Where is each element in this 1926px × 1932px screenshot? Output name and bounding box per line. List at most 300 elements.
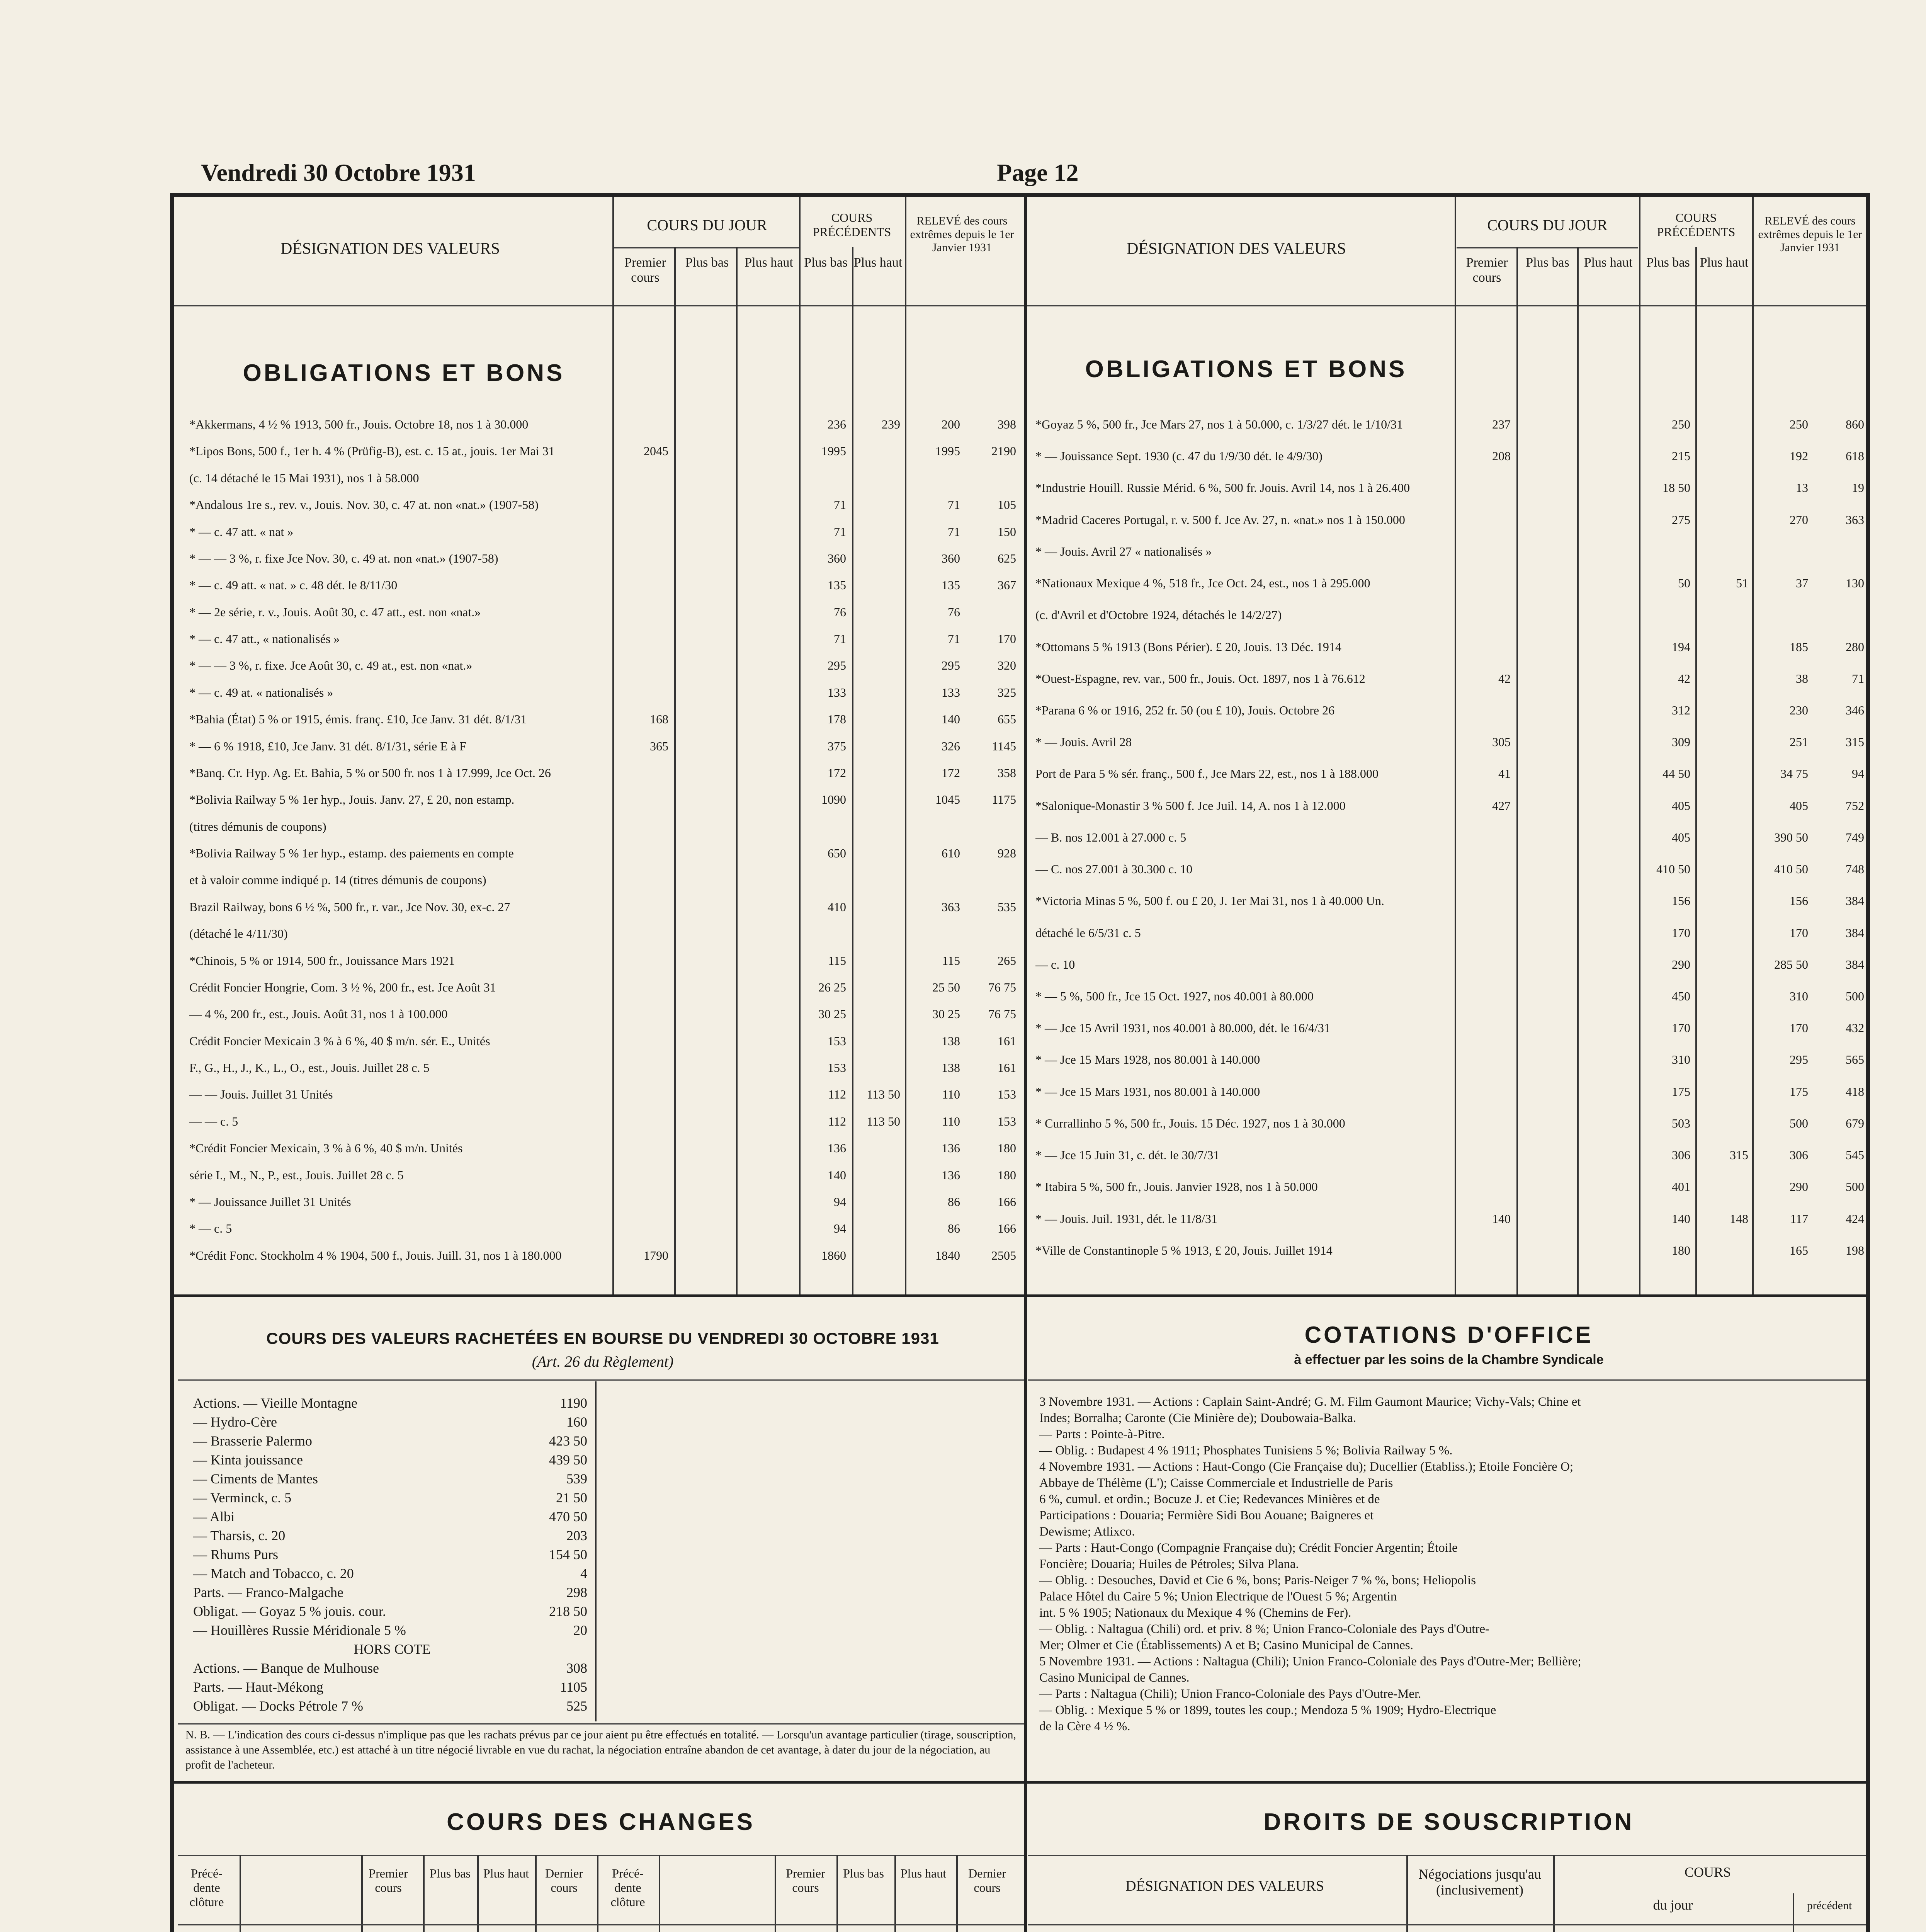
changes-col-rule <box>361 1855 363 1932</box>
obligation-r1: 13 <box>1796 481 1808 495</box>
rachetee-label: — Hydro-Cère <box>193 1414 277 1430</box>
obligation-prec1: 1090 <box>821 793 846 807</box>
cotation-line: Indes; Borralha; Caronte (Cie Minière de); Doubowaia-Balka. <box>1039 1411 1357 1425</box>
rachetee-label: — Brasserie Palermo <box>193 1433 312 1449</box>
obligation-r2: 166 <box>998 1221 1016 1236</box>
obligation-r2: 153 <box>998 1114 1016 1128</box>
droits-precedent: précédent <box>1807 1899 1852 1912</box>
obligation-r1: 86 <box>948 1194 960 1209</box>
obligation-label: * — c. 47 att. « nat » <box>189 524 294 539</box>
obligation-r1: 136 <box>942 1141 960 1155</box>
obligation-prec1: 71 <box>834 498 846 512</box>
rachetee-value: 439 50 <box>549 1452 587 1468</box>
obligation-r1: 86 <box>948 1221 960 1236</box>
obligation-label: * — Jce 15 Avril 1931, nos 40.001 à 80.000, dét. le 16/4/31 <box>1035 1021 1330 1035</box>
cotation-line: — Oblig. : Naltagua (Chili) ord. et priv. 8 %; Union Franco-Coloniale des Pays d'Outre- <box>1039 1622 1490 1636</box>
obligation-r2: 1145 <box>992 739 1016 753</box>
left-releve: RELEVÉ des cours extrêmes depuis le 1er Janvier 1931 <box>910 214 1014 254</box>
changes-col-rule <box>956 1855 958 1932</box>
obligation-r1: 295 <box>1790 1053 1808 1067</box>
obligation-prec1: 71 <box>834 524 846 539</box>
rachetee-value: 154 50 <box>549 1547 587 1562</box>
rachetee-value: 1105 <box>560 1679 587 1695</box>
rachetee-label: — Tharsis, c. 20 <box>193 1528 286 1543</box>
obligation-prec1: 215 <box>1672 449 1690 463</box>
obligation-prec1: 172 <box>828 765 846 780</box>
obligation-r2: 384 <box>1846 894 1864 908</box>
rachetee-value: 423 50 <box>549 1433 587 1449</box>
obligation-label: *Ville de Constantinople 5 % 1913, £ 20, Jouis. Juillet 1914 <box>1035 1243 1333 1257</box>
right-plus-bas: Plus bas <box>1526 255 1569 270</box>
rachetee-label: Obligat. — Goyaz 5 % jouis. cour. <box>193 1604 386 1619</box>
obligation-prec2: 239 <box>882 417 900 431</box>
obligation-r2: 752 <box>1846 798 1864 813</box>
obligation-r2: 161 <box>998 1034 1016 1048</box>
obligation-prec1: 295 <box>828 658 846 673</box>
obligation-r2: 679 <box>1846 1116 1864 1130</box>
obligation-prec1: 375 <box>828 739 846 753</box>
obligation-r1: 30 25 <box>932 1007 960 1021</box>
obligation-r1: 135 <box>942 578 960 592</box>
obligation-label: — 4 %, 200 fr., est., Jouis. Août 31, nos 1 à 100.000 <box>189 1007 448 1021</box>
left-section-title: OBLIGATIONS ET BONS <box>243 360 565 386</box>
obligation-label: *Bolivia Railway 5 % 1er hyp., estamp. des paiements en compte <box>189 846 514 860</box>
obligation-prec1: 1995 <box>821 444 846 458</box>
left-cours-prec: COURS PRÉCÉDENTS <box>813 211 891 239</box>
page-number: Page 12 <box>997 159 1079 186</box>
right-releve: RELEVÉ des cours extrêmes depuis le 1er Janvier 1931 <box>1758 214 1862 254</box>
obligation-r1: 1995 <box>935 444 960 458</box>
rachetee-label: — Match and Tobacco, c. 20 <box>193 1566 354 1581</box>
rachetee-label: — Houillères Russie Méridionale 5 % <box>193 1622 406 1638</box>
obligation-label: série I., M., N., P., est., Jouis. Juillet 28 c. 5 <box>189 1168 404 1182</box>
cotation-line: — Oblig. : Desouches, David et Cie 6 %, bons; Paris-Neiger 7 % %, bons; Heliopolis <box>1039 1573 1476 1587</box>
obligation-label: * — Jouis. Avril 27 « nationalisés » <box>1035 544 1212 558</box>
obligation-label: * Currallinho 5 %, 500 fr., Jouis. 15 Déc. 1927, nos 1 à 30.000 <box>1035 1116 1345 1130</box>
obligation-r1: 172 <box>942 765 960 780</box>
obligation-label: Port de Para 5 % sér. franç., 500 f., Jce Mars 22, est., nos 1 à 188.000 <box>1035 767 1379 781</box>
obligation-label: Brazil Railway, bons 6 ½ %, 500 fr., r. var., Jce Nov. 30, ex-c. 27 <box>189 900 510 914</box>
obligation-r2: 161 <box>998 1061 1016 1075</box>
obligation-r1: 360 <box>942 551 960 565</box>
obligation-prec1: 76 <box>834 605 846 619</box>
obligation-r2: 432 <box>1846 1021 1864 1035</box>
obligation-prec1: 275 <box>1672 512 1690 527</box>
rachetee-value: 21 50 <box>556 1490 587 1505</box>
obligation-r2: 315 <box>1846 735 1864 749</box>
obligation-r1: 156 <box>1790 894 1808 908</box>
obligation-r1: 326 <box>942 739 960 753</box>
changes-col-rule <box>894 1855 896 1932</box>
cotation-line: int. 5 % 1905; Nationaux du Mexique 4 % (Chemins de Fer). <box>1039 1606 1351 1620</box>
obligation-r1: 185 <box>1790 639 1808 654</box>
rachetee-value: 525 <box>566 1698 587 1714</box>
obligation-r1: 34 75 <box>1780 767 1808 781</box>
obligation-label: — — c. 5 <box>189 1114 238 1128</box>
obligation-r1: 38 <box>1796 671 1808 685</box>
obligation-label: *Banq. Cr. Hyp. Ag. Et. Bahia, 5 % or 500 fr. nos 1 à 17.999, Jce Oct. 26 <box>189 765 551 780</box>
obligation-label: — — Jouis. Juillet 31 Unités <box>189 1087 333 1102</box>
obligation-prec1: 503 <box>1672 1116 1690 1130</box>
cotation-line: Mer; Olmer et Cie (Établissements) A et B; Casino Municipal de Cannes. <box>1039 1638 1413 1652</box>
obligation-prec1: 360 <box>828 551 846 565</box>
rachetee-label: Actions. — Banque de Mulhouse <box>193 1660 379 1676</box>
droits-title: DROITS DE SOUSCRIPTION <box>1263 1809 1634 1835</box>
cotation-line: 4 Novembre 1931. — Actions : Haut-Congo (Cie Française du); Ducellier (Etabliss.); Etoile Foncière O; <box>1039 1460 1574 1474</box>
right-designation-header: DÉSIGNATION DES VALEURS <box>1127 240 1346 258</box>
obligation-premier: 2045 <box>644 444 668 458</box>
obligation-r2: 105 <box>998 498 1016 512</box>
obligation-r1: 410 50 <box>1774 862 1808 876</box>
cotations-title: COTATIONS D'OFFICE <box>1304 1322 1593 1348</box>
obligation-r1: 71 <box>948 498 960 512</box>
obligation-label: *Akkermans, 4 ½ % 1913, 500 fr., Jouis. Octobre 18, nos 1 à 30.000 <box>189 417 529 431</box>
obligation-r2: 358 <box>998 765 1016 780</box>
obligation-prec1: 309 <box>1672 735 1690 749</box>
obligation-r2: 180 <box>998 1141 1016 1155</box>
obligation-label: * — Jouis. Avril 28 <box>1035 735 1132 749</box>
hors-cote-heading: HORS COTE <box>354 1641 431 1657</box>
cotation-line: Participations : Douaria; Fermière Sidi Bou Aouane; Baigneres et <box>1039 1509 1374 1522</box>
droits-du-jour: du jour <box>1653 1897 1693 1913</box>
obligation-label: * — 2e série, r. v., Jouis. Août 30, c. 47 att., est. non «nat.» <box>189 605 481 619</box>
cotation-line: — Oblig. : Mexique 5 % or 1899, toutes les coup.; Mendoza 5 % 1909; Hydro-Electrique <box>1039 1703 1496 1717</box>
changes-head-bas: Plus bas <box>843 1866 884 1880</box>
obligation-label: * — c. 49 at. « nationalisés » <box>189 685 333 699</box>
obligation-r1: 25 50 <box>932 980 960 994</box>
changes-col-rule <box>775 1855 776 1932</box>
obligation-prec2: 113 50 <box>867 1114 900 1128</box>
obligation-label: *Ouest-Espagne, rev. var., 500 fr., Jouis. Oct. 1897, nos 1 à 76.612 <box>1035 671 1365 685</box>
obligation-label: * — 5 %, 500 fr., Jce 15 Oct. 1927, nos 40.001 à 80.000 <box>1035 989 1314 1003</box>
obligation-r1: 390 50 <box>1774 830 1808 844</box>
obligation-r2: 180 <box>998 1168 1016 1182</box>
obligation-r1: 1840 <box>935 1248 960 1262</box>
obligation-prec1: 112 <box>828 1087 846 1102</box>
obligation-premier: 237 <box>1492 417 1511 431</box>
obligation-label: * — c. 49 att. « nat. » c. 48 dét. le 8/11/30 <box>189 578 398 592</box>
obligation-prec1: 405 <box>1672 798 1690 813</box>
cotation-line: Palace Hôtel du Caire 5 %; Union Electrique de l'Ouest 5 %; Argentin <box>1039 1590 1397 1604</box>
obligation-r2: 19 <box>1852 481 1864 495</box>
obligation-r1: 250 <box>1790 417 1808 431</box>
obligation-r2: 928 <box>998 846 1016 860</box>
rachetee-label: — Albi <box>193 1509 235 1524</box>
obligation-label: *Madrid Caceres Portugal, r. v. 500 f. Jce Av. 27, n. «nat.» nos 1 à 150.000 <box>1035 512 1405 527</box>
obligation-r1: 170 <box>1790 925 1808 940</box>
obligation-r1: 76 <box>948 605 960 619</box>
obligation-r2: 71 <box>1852 671 1864 685</box>
obligation-r1: 290 <box>1790 1180 1808 1194</box>
obligation-label: * — Jouissance Sept. 1930 (c. 47 du 1/9/30 dét. le 4/9/30) <box>1035 449 1323 463</box>
changes-head-prec: Précé-dente clôture <box>610 1866 645 1909</box>
obligation-prec1: 136 <box>828 1141 846 1155</box>
obligation-r1: 610 <box>942 846 960 860</box>
cotation-line: 6 %, cumul. et ordin.; Bocuze J. et Cie; Redevances Minières et de <box>1039 1492 1380 1506</box>
obligation-label: *Bolivia Railway 5 % 1er hyp., Jouis. Janv. 27, £ 20, non estamp. <box>189 793 515 807</box>
obligation-premier: 1790 <box>644 1248 668 1262</box>
obligation-r2: 166 <box>998 1194 1016 1209</box>
obligation-premier: 305 <box>1492 735 1511 749</box>
obligation-prec1: 170 <box>1672 925 1690 940</box>
obligation-label: * — 6 % 1918, £10, Jce Janv. 31 dét. 8/1/31, série E à F <box>189 739 466 753</box>
obligation-r1: 71 <box>948 524 960 539</box>
obligation-r1: 230 <box>1790 703 1808 717</box>
obligation-r2: 363 <box>1846 512 1864 527</box>
obligation-prec1: 18 50 <box>1663 481 1690 495</box>
obligation-r2: 153 <box>998 1087 1016 1102</box>
rachetees-note: N. B. — L'indication des cours ci-dessus n'implique pas que les rachats prévus par ce jour aient pu être effectués en totalité. — Lorsqu'un avantage particulier (tirage, souscription, assistance à une Assemblée, etc.) est attaché à un titre négocié livrable en vue du rachat, la négociation entraîne abandon de cet avantage, à dater du jour de la négociation, au profit de l'acheteur. <box>185 1728 1016 1771</box>
obligation-prec2: 148 <box>1730 1211 1748 1226</box>
obligation-prec1: 650 <box>828 846 846 860</box>
obligation-r2: 618 <box>1846 449 1864 463</box>
obligation-prec2: 315 <box>1730 1148 1748 1162</box>
obligation-r2: 346 <box>1846 703 1864 717</box>
rachetee-label: — Verminck, c. 5 <box>193 1490 292 1505</box>
rachetee-value: 160 <box>566 1414 587 1430</box>
obligation-r1: 138 <box>942 1061 960 1075</box>
cotation-line: — Parts : Naltagua (Chili); Union Franco-Coloniale des Pays d'Outre-Mer. <box>1039 1687 1421 1701</box>
obligation-prec1: 133 <box>828 685 846 699</box>
obligation-label: * Itabira 5 %, 500 fr., Jouis. Janvier 1928, nos 1 à 50.000 <box>1035 1180 1318 1194</box>
obligation-r2: 1175 <box>992 793 1016 807</box>
obligation-r2: 2190 <box>991 444 1016 458</box>
obligation-r2: 500 <box>1846 989 1864 1003</box>
obligation-r2: 170 <box>998 632 1016 646</box>
obligation-prec2: 51 <box>1736 576 1748 590</box>
obligation-label: *Industrie Houill. Russie Mérid. 6 %, 500 fr. Jouis. Avril 14, nos 1 à 26.400 <box>1035 481 1410 495</box>
obligation-label: *Ottomans 5 % 1913 (Bons Périer). £ 20, Jouis. 13 Déc. 1914 <box>1035 639 1341 654</box>
right-cours-du-jour: COURS DU JOUR <box>1487 216 1608 234</box>
obligation-r1: 295 <box>942 658 960 673</box>
rachetee-label: Obligat. — Docks Pétrole 7 % <box>193 1698 363 1714</box>
cotation-line: Dewisme; Atlixco. <box>1039 1525 1135 1539</box>
cotation-line: — Oblig. : Budapest 4 % 1911; Phosphates Tunisiens 5 %; Bolivia Railway 5 %. <box>1039 1444 1453 1458</box>
obligation-label: Crédit Foncier Hongrie, Com. 3 ½ %, 200 fr., est. Jce Août 31 <box>189 980 496 994</box>
obligation-prec1: 112 <box>828 1114 846 1128</box>
droits-cours: COURS <box>1684 1864 1731 1880</box>
right-prec-plus-haut: Plus haut <box>1700 255 1749 270</box>
obligation-r1: 200 <box>942 417 960 431</box>
obligation-premier: 365 <box>650 739 668 753</box>
obligation-r1: 136 <box>942 1168 960 1182</box>
obligation-label: * — Jce 15 Juin 31, c. dét. le 30/7/31 <box>1035 1148 1220 1162</box>
obligation-r2: 418 <box>1846 1084 1864 1099</box>
obligation-r1: 165 <box>1790 1243 1808 1257</box>
obligation-prec1: 94 <box>834 1221 846 1236</box>
obligation-r2: 94 <box>1852 767 1864 781</box>
rachetee-label: Actions. — Vieille Montagne <box>193 1395 358 1411</box>
obligation-label: (c. 14 détaché le 15 Mai 1931), nos 1 à 58.000 <box>189 471 419 485</box>
obligation-label: détaché le 6/5/31 c. 5 <box>1035 925 1141 940</box>
obligation-r1: 405 <box>1790 798 1808 813</box>
obligation-r1: 500 <box>1790 1116 1808 1130</box>
rachetee-value: 539 <box>566 1471 587 1486</box>
obligation-label: * — c. 47 att., « nationalisés » <box>189 632 340 646</box>
obligation-r2: 565 <box>1846 1053 1864 1067</box>
obligation-prec1: 156 <box>1672 894 1690 908</box>
obligation-label: *Nationaux Mexique 4 %, 518 fr., Jce Oct. 24, est., nos 1 à 295.000 <box>1035 576 1370 590</box>
obligation-label: (titres démunis de coupons) <box>189 819 326 833</box>
obligation-label: * — — 3 %, r. fixe Jce Nov. 30, c. 49 at. non «nat.» (1907-58) <box>189 551 498 565</box>
cotation-line: — Parts : Pointe-à-Pitre. <box>1039 1427 1165 1441</box>
obligation-r2: 384 <box>1846 957 1864 971</box>
obligation-r1: 175 <box>1790 1084 1808 1099</box>
changes-head-dernier: Dernier cours <box>968 1866 1006 1895</box>
obligation-r1: 285 50 <box>1774 957 1808 971</box>
obligation-label: *Salonique-Monastir 3 % 500 f. Jce Juil. 14, A. nos 1 à 12.000 <box>1035 798 1346 813</box>
obligation-prec1: 175 <box>1672 1084 1690 1099</box>
obligation-r2: 545 <box>1846 1148 1864 1162</box>
obligation-r1: 1045 <box>935 793 960 807</box>
cotation-line: 5 Novembre 1931. — Actions : Naltagua (Chili); Union Franco-Coloniale des Pays d'Outre-Mer; Bellière; <box>1039 1655 1581 1668</box>
obligation-r2: 265 <box>998 953 1016 968</box>
obligation-prec1: 194 <box>1672 639 1690 654</box>
changes-col-rule <box>477 1855 479 1932</box>
obligation-prec1: 42 <box>1678 671 1690 685</box>
changes-head-premier: Premier cours <box>786 1866 825 1895</box>
droits-negociations: Négociations jusqu'au (inclusivement) <box>1418 1866 1541 1898</box>
rachetee-value: 470 50 <box>549 1509 587 1524</box>
left-prec-plus-haut: Plus haut <box>853 255 903 270</box>
right-premier: Premier cours <box>1466 255 1508 285</box>
obligation-premier: 140 <box>1492 1211 1511 1226</box>
left-designation-header: DÉSIGNATION DES VALEURS <box>280 240 500 258</box>
obligation-r2: 76 75 <box>988 980 1016 994</box>
rachetee-label: Parts. — Franco-Malgache <box>193 1585 343 1600</box>
cotation-line: Abbaye de Thélème (L'); Caisse Commerciale et Industrielle de Paris <box>1039 1476 1393 1490</box>
obligation-label: *Lipos Bons, 500 f., 1er h. 4 % (Prüfig-B), est. c. 15 at., jouis. 1er Mai 31 <box>189 444 555 458</box>
obligation-label: *Andalous 1re s., rev. v., Jouis. Nov. 30, c. 47 at. non «nat.» (1907-58) <box>189 498 539 512</box>
obligation-label: * — Jce 15 Mars 1931, nos 80.001 à 140.000 <box>1035 1084 1260 1099</box>
obligation-r2: 384 <box>1846 925 1864 940</box>
obligation-r2: 749 <box>1846 830 1864 844</box>
obligation-label: (détaché le 4/11/30) <box>189 927 288 941</box>
obligation-r2: 320 <box>998 658 1016 673</box>
changes-col-rule <box>240 1855 241 1932</box>
rachetee-label: — Kinta jouissance <box>193 1452 303 1468</box>
obligation-prec1: 410 50 <box>1656 862 1690 876</box>
rachetee-value: 20 <box>573 1622 587 1638</box>
rachetee-label: — Rhums Purs <box>193 1547 279 1562</box>
obligation-prec1: 178 <box>828 712 846 726</box>
right-prec-plus-bas: Plus bas <box>1646 255 1690 270</box>
obligation-prec1: 71 <box>834 632 846 646</box>
rachetees-title: COURS DES VALEURS RACHETÉES EN BOURSE DU VENDREDI 30 OCTOBRE 1931 <box>266 1329 939 1347</box>
obligation-label: Crédit Foncier Mexicain 3 % à 6 %, 40 $ m/n. sér. E., Unités <box>189 1034 490 1048</box>
obligation-prec1: 1860 <box>821 1248 846 1262</box>
rachetee-value: 1190 <box>560 1395 587 1411</box>
obligation-label: * — Jouissance Juillet 31 Unités <box>189 1194 351 1209</box>
obligation-premier: 427 <box>1492 798 1511 813</box>
obligation-premier: 41 <box>1498 767 1511 781</box>
obligation-r1: 140 <box>942 712 960 726</box>
obligation-premier: 42 <box>1498 671 1511 685</box>
obligation-label: * — c. 5 <box>189 1221 232 1236</box>
obligation-r2: 500 <box>1846 1180 1864 1194</box>
obligation-r2: 860 <box>1846 417 1864 431</box>
rachetee-value: 203 <box>566 1528 587 1543</box>
obligation-prec1: 236 <box>828 417 846 431</box>
changes-head-prec: Précé-dente clôture <box>189 1866 224 1909</box>
obligation-r1: 310 <box>1790 989 1808 1003</box>
obligation-prec1: 250 <box>1672 417 1690 431</box>
changes-title: COURS DES CHANGES <box>447 1809 755 1835</box>
obligation-r2: 535 <box>998 900 1016 914</box>
rachetee-value: 308 <box>566 1660 587 1676</box>
obligation-label: *Crédit Fonc. Stockholm 4 % 1904, 500 f., Jouis. Juill. 31, nos 1 à 180.000 <box>189 1248 562 1262</box>
obligation-label: *Parana 6 % or 1916, 252 fr. 50 (ou £ 10), Jouis. Octobre 26 <box>1035 703 1335 717</box>
obligation-prec1: 30 25 <box>818 1007 846 1021</box>
obligation-r1: 192 <box>1790 449 1808 463</box>
obligation-label: * — Jce 15 Mars 1928, nos 80.001 à 140.000 <box>1035 1053 1260 1067</box>
obligation-prec1: 180 <box>1672 1243 1690 1257</box>
obligation-r2: 398 <box>998 417 1016 431</box>
changes-head-premier: Premier cours <box>369 1866 408 1895</box>
changes-head-haut: Plus haut <box>900 1866 947 1880</box>
obligation-r1: 110 <box>942 1114 960 1128</box>
obligation-r1: 138 <box>942 1034 960 1048</box>
obligation-prec1: 153 <box>828 1034 846 1048</box>
left-cours-du-jour: COURS DU JOUR <box>647 216 767 234</box>
obligation-prec1: 94 <box>834 1194 846 1209</box>
obligation-prec1: 306 <box>1672 1148 1690 1162</box>
obligation-prec1: 312 <box>1672 703 1690 717</box>
rachetee-value: 218 50 <box>549 1604 587 1619</box>
obligation-prec1: 450 <box>1672 989 1690 1003</box>
cotation-line: — Parts : Haut-Congo (Compagnie Française du); Crédit Foncier Argentin; Étoile <box>1039 1541 1458 1555</box>
obligation-label: * — Jouis. Juil. 1931, dét. le 11/8/31 <box>1035 1211 1217 1226</box>
obligation-prec1: 405 <box>1672 830 1690 844</box>
obligation-r2: 655 <box>998 712 1016 726</box>
page-date: Vendredi 30 Octobre 1931 <box>201 159 476 186</box>
obligation-r2: 2505 <box>991 1248 1016 1262</box>
right-section-title: OBLIGATIONS ET BONS <box>1085 356 1407 383</box>
obligation-label: — C. nos 27.001 à 30.300 c. 10 <box>1035 862 1193 876</box>
obligation-r1: 270 <box>1790 512 1808 527</box>
rachetee-label: — Ciments de Mantes <box>193 1471 318 1486</box>
cotation-line: 3 Novembre 1931. — Actions : Caplain Saint-André; G. M. Film Gaumont Maurice; Vichy-Vals; Chine et <box>1039 1395 1581 1409</box>
obligation-prec1: 135 <box>828 578 846 592</box>
obligation-premier: 168 <box>650 712 668 726</box>
obligation-prec2: 113 50 <box>867 1087 900 1102</box>
obligation-prec1: 50 <box>1678 576 1690 590</box>
changes-col-rule <box>659 1855 660 1932</box>
obligation-r1: 110 <box>942 1087 960 1102</box>
obligation-prec1: 170 <box>1672 1021 1690 1035</box>
cotation-line: Casino Municipal de Cannes. <box>1039 1671 1190 1685</box>
obligation-r1: 117 <box>1790 1211 1808 1226</box>
obligation-r2: 748 <box>1846 862 1864 876</box>
changes-col-rule <box>597 1855 598 1932</box>
obligation-r2: 280 <box>1846 639 1864 654</box>
obligation-label: *Victoria Minas 5 %, 500 f. ou £ 20, J. 1er Mai 31, nos 1 à 40.000 Un. <box>1035 894 1384 908</box>
cotation-line: Foncière; Douaria; Huiles de Pétroles; Silva Plana. <box>1039 1557 1299 1571</box>
changes-col-rule <box>423 1855 425 1932</box>
obligation-label: *Chinois, 5 % or 1914, 500 fr., Jouissance Mars 1921 <box>189 953 455 968</box>
obligation-label: et à valoir comme indiqué p. 14 (titres démunis de coupons) <box>189 873 486 887</box>
cotations-subtitle: à effectuer par les soins de la Chambre Syndicale <box>1294 1352 1604 1367</box>
obligation-label: (c. d'Avril et d'Octobre 1924, détachés le 14/2/27) <box>1035 608 1282 622</box>
left-plus-bas: Plus bas <box>685 255 729 270</box>
obligation-r1: 306 <box>1790 1148 1808 1162</box>
obligation-r2: 150 <box>998 524 1016 539</box>
obligation-r2: 625 <box>998 551 1016 565</box>
obligation-r2: 198 <box>1846 1243 1864 1257</box>
obligation-prec1: 44 50 <box>1663 767 1690 781</box>
obligation-prec1: 140 <box>828 1168 846 1182</box>
obligation-r2: 325 <box>998 685 1016 699</box>
